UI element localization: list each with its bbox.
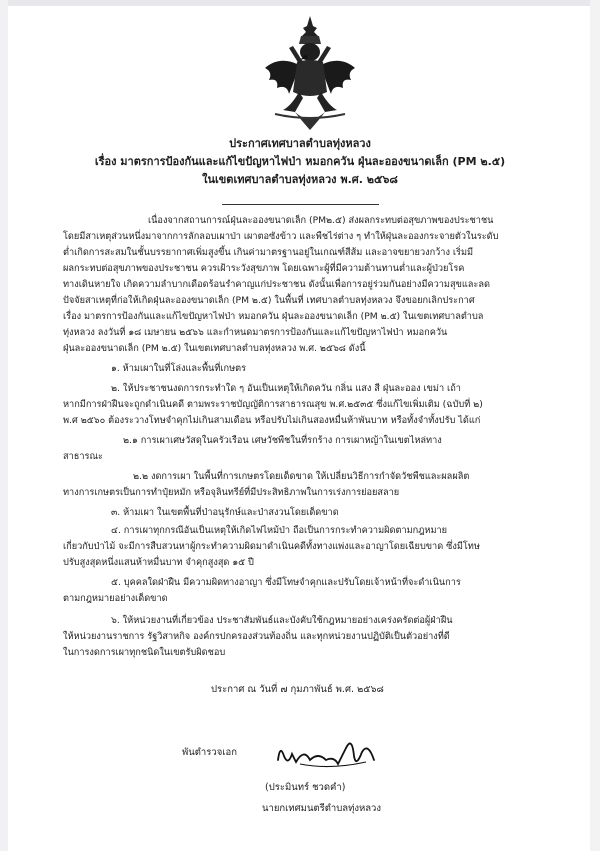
body-line: ๑. ห้ามเผาในที่โล่งและพื้นที่เกษตร [111, 363, 247, 374]
document-subject: เรื่อง มาตรการป้องกันและแก้ไขปัญหาไฟป่า หมอกควัน ฝุ่นละอองขนาดเล็ก (PM ๒.๕) [94, 155, 506, 168]
body-line: เกี่ยวกับป่าไม้ จะมีการสืบสวนหาผู้กระทำความผิดมาดำเนินคดีทั้งทางแพ่งและอาญาโดยเฉียบขาด ซึ่งมีโทษ [63, 541, 480, 552]
body-line: ทุ่งหลวง ลงวันที่ ๑๘ เมษายน ๒๕๖๖ และกำหนดมาตรการป้องกันและแก้ไขปัญหาไฟป่า หมอกควัน [63, 327, 448, 338]
body-line: ๔. การเผาทุกกรณีอันเป็นเหตุให้เกิดไฟไหม้ป่า ถือเป็นการกระทำความผิดตามกฎหมาย [111, 525, 448, 536]
body-line: ปรับสูงสุดหนึ่งแสนห้าหมื่นบาท จำคุกสูงสุด ๑๕ ปี [63, 557, 254, 568]
body-line: ๒.๒ งดการเผา ในพื้นที่การเกษตรโดยเด็ดขาด ให้เปลี่ยนวิธีการกำจัดวัชพืชและผลผลิต [133, 471, 470, 482]
body-line: ๖. ให้หน่วยงานที่เกี่ยวข้อง ประชาสัมพันธ์และบังคับใช้กฎหมายอย่างเคร่งครัดต่อผู้ฝ่าฝืน [111, 615, 453, 626]
body-line: ในการงดการเผาทุกชนิดในเขตรับผิดชอบ [63, 647, 226, 658]
signer-name: (ประมินทร์ ชวดคำ) [265, 782, 346, 793]
garuda-emblem-icon [261, 14, 359, 132]
title-divider [222, 204, 379, 205]
body-line: ทางการเกษตรเป็นการทำปุ๋ยหมัก หรือจุลินทรีย์ที่มีประสิทธิภาพในการเร่งการย่อยสลาย [63, 487, 400, 498]
body-line: ๕. บุคคลใดฝ่าฝืน มีความผิดทางอาญา ซึ่งมีโทษจำคุกและปรับโดยเจ้าหน้าที่จะดำเนินการ [111, 577, 461, 588]
body-line: ๒. ให้ประชาชนงดการกระทำใด ๆ อันเป็นเหตุให้เกิดควัน กลิ่น แสง สี ฝุ่นละออง เขม่า เถ้า [111, 383, 461, 394]
body-line: ๒.๑ การเผาเศษวัสดุในครัวเรือน เศษวัชพืชในที่รกร้าง การเผาหญ้าในเขตไหล่ทาง [123, 435, 442, 446]
body-line: ต่ำเกิดการสะสมในชั้นบรรยากาศเพิ่มสูงขึ้น เกินค่ามาตรฐานอยู่ในเกณฑ์สีส้ม และอาจขยายวงกว้าง เริ่มมี [63, 247, 474, 258]
body-line: โดยมีสาเหตุส่วนหนึ่งมาจากการลักลอบเผาป่า เผาตอซังข้าว และพืชไร่ต่าง ๆ ทำให้ฝุ่นละอองกระจายตัวในระดับ [63, 231, 499, 242]
body-line: ๓. ห้ามเผา ในเขตพื้นที่ป่าอนุรักษ์และป่าสงวนโดยเด็ดขาด [111, 507, 339, 518]
body-line: ฝุ่นละอองขนาดเล็ก (PM ๒.๕) ในเขตเทศบาลตำบลทุ่งหลวง พ.ศ. ๒๕๖๘ ดังนี้ [63, 343, 366, 354]
scan-shadow-left [0, 0, 8, 851]
body-line: พ.ศ ๒๕๖๐ ต้องระวางโทษจำคุกไม่เกินสามเดือน หรือปรับไม่เกินสองหมื่นห้าพันบาท หรือทั้งจำทั้งปรับ ได้แก่ [63, 415, 481, 426]
signature-mark [270, 730, 390, 774]
body-line: ตามกฎหมายอย่างเด็ดขาด [63, 593, 168, 604]
body-line: เนื่องจากสถานการณ์ฝุ่นละอองขนาดเล็ก (PM๒.๕) ส่งผลกระทบต่อสุขภาพของประชาชน [148, 215, 494, 226]
body-line: ผลกระทบต่อสุขภาพของประชาชน ควรเฝ้าระวังสุขภาพ โดยเฉพาะผู้ที่มีความต้านทานต่ำและผู้ป่วยโรค [63, 263, 465, 274]
body-line: สาธารณะ [63, 451, 103, 462]
announce-date: ประกาศ ณ วันที่ ๗ กุมภาพันธ์ พ.ศ. ๒๕๖๘ [211, 684, 384, 695]
body-line: ให้หน่วยงานราชการ รัฐวิสาหกิจ องค์กรปกครองส่วนท้องถิ่น และทุกหน่วยงานปฏิบัติเป็นตัวอย่างที่ดี [63, 631, 450, 642]
scan-shadow-right [590, 0, 600, 851]
body-line: หากมีการฝ่าฝืนจะถูกดำเนินคดี ตามพระราชบัญญัติการสาธารณสุข พ.ศ.๒๕๓๕ ซึ่งแก้ไขเพิ่มเติม (ฉบับที่ ๒) [63, 399, 483, 410]
document-title: ประกาศเทศบาลตำบลทุ่งหลวง [229, 137, 371, 150]
body-line: ปัจจัยสาเหตุที่ก่อให้เกิดฝุ่นละอองขนาดเล็ก (PM ๒.๕) ในพื้นที่ เทศบาลตำบลทุ่งหลวง จึงขอยกเลิกประกาศ [63, 295, 475, 306]
signer-position: นายกเทศมนตรีตำบลทุ่งหลวง [262, 803, 382, 814]
document-scope: ในเขตเทศบาลตำบลทุ่งหลวง พ.ศ. ๒๕๖๘ [202, 173, 398, 186]
body-line: ทางเดินหายใจ เกิดความลำบากเดือดร้อนรำคาญแก่ประชาชน ดังนั้นเพื่อการอยู่ร่วมกันอย่างมีความสุขและลด [63, 279, 490, 290]
signer-rank: พันตำรวจเอก [182, 747, 237, 758]
body-line: เรื่อง มาตรการป้องกันและแก้ไขปัญหาไฟป่า หมอกควัน ฝุ่นละอองขนาดเล็ก (PM ๒.๕) ในเขตเทศบาลตำบล [63, 311, 484, 322]
scan-shadow-top [0, 0, 600, 6]
